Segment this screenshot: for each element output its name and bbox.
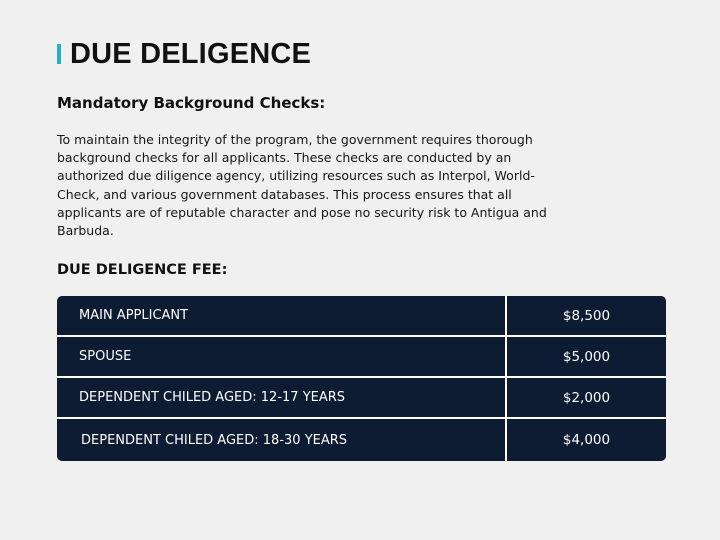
fee-label: DEPENDENT CHILED AGED: 18-30 YEARS	[81, 432, 348, 448]
fee-row-main-applicant	[57, 296, 666, 335]
title-accent-bar	[57, 44, 61, 64]
body-paragraph: To maintain the integrity of the program, the government requires thorough background checks for all applicants. These checks are conducted by an authorized due diligence agency, utilizing resources such as Interpol, World-Check, and various government databases. This process ensures that all applicants are of reputable character and pose no security risk to Antigua and Barbuda.	[57, 132, 547, 239]
fee-heading: DUE DELIGENCE FEE:	[57, 262, 228, 278]
fee-row-dependent-18-30	[57, 419, 666, 461]
section-subheading: Mandatory Background Checks:	[57, 94, 326, 112]
fee-label: DEPENDENT CHILED AGED: 12-17 YEARS	[79, 390, 346, 405]
fee-amount: $8,500	[562, 307, 611, 324]
fee-amount: $5,000	[562, 348, 611, 365]
fee-table	[57, 296, 666, 461]
fee-amount: $4,000	[562, 432, 611, 448]
page-title: DUE DELIGENCE	[70, 37, 312, 70]
fee-amount: $2,000	[562, 389, 611, 406]
fee-label: SPOUSE	[79, 349, 132, 364]
fee-row-spouse	[57, 337, 666, 376]
fee-label: MAIN APPLICANT	[79, 308, 189, 323]
fee-row-dependent-12-17	[57, 378, 666, 417]
title-block	[57, 38, 311, 70]
